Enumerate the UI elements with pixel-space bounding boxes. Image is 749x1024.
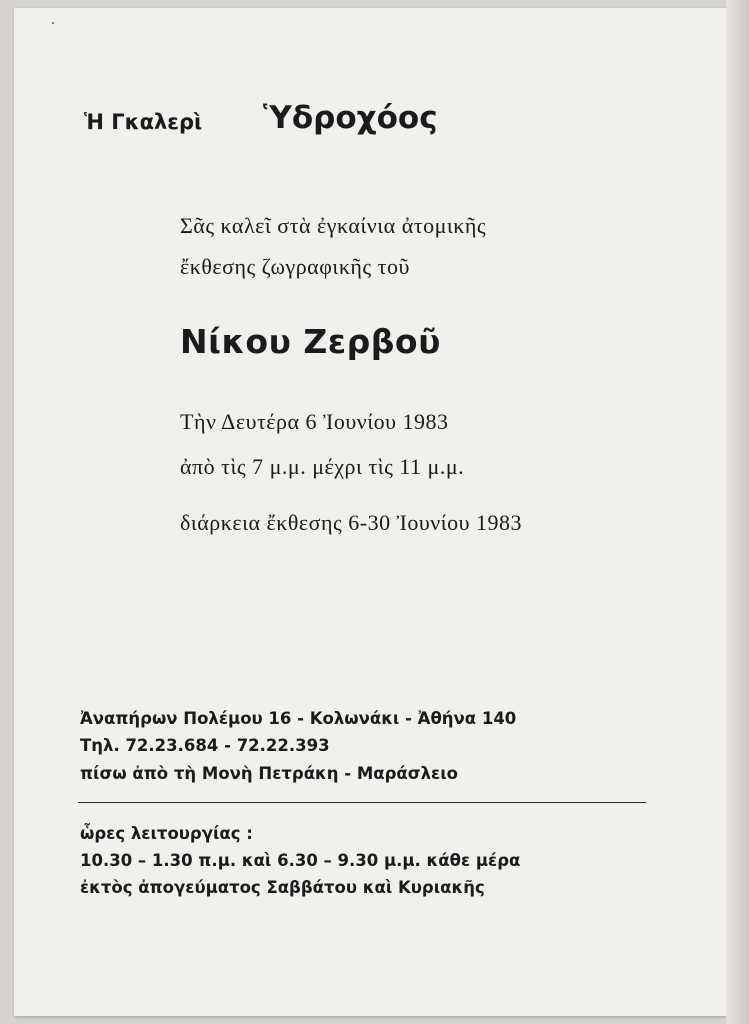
exhibition-duration: διάρκεια ἔκθεσης 6-30 Ἰουνίου 1983	[180, 510, 523, 535]
gallery-phones: Τηλ. 72.23.684 - 72.22.393	[80, 736, 330, 755]
gallery-directions: πίσω ἀπὸ τὴ Μονὴ Πετράκη - Μαράσλειο	[80, 764, 459, 783]
gallery-name: Ὑδροχόος	[263, 100, 438, 136]
paper-edge	[726, 0, 749, 1024]
gallery-prefix: Ἡ Γκαλερὶ	[84, 110, 203, 134]
invite-line-1: Σᾶς καλεῖ στὰ ἐγκαίνια ἀτομικῆς	[180, 213, 487, 238]
gallery-address: Ἀναπήρων Πολέμου 16 - Κολωνάκι - Ἀθήνα 140	[80, 709, 517, 728]
artist-name: Νίκου Ζερβοῦ	[180, 322, 441, 361]
divider	[78, 802, 646, 803]
invite-line-2: ἔκθεσης ζωγραφικῆς τοῦ	[180, 254, 410, 279]
opening-date: Τὴν Δευτέρα 6 Ἰουνίου 1983	[180, 409, 449, 434]
hours-heading: ὧρες λειτουργίας :	[80, 824, 253, 843]
opening-hours: ἀπὸ τὶς 7 μ.μ. μέχρι τὶς 11 μ.μ.	[180, 454, 465, 479]
paper-speck	[52, 22, 54, 24]
hours-exception: ἐκτὸς ἀπογεύματος Σαββάτου καὶ Κυριακῆς	[80, 878, 485, 897]
hours-schedule: 10.30 – 1.30 π.μ. καὶ 6.30 – 9.30 μ.μ. κάθε μέρα	[80, 851, 521, 870]
